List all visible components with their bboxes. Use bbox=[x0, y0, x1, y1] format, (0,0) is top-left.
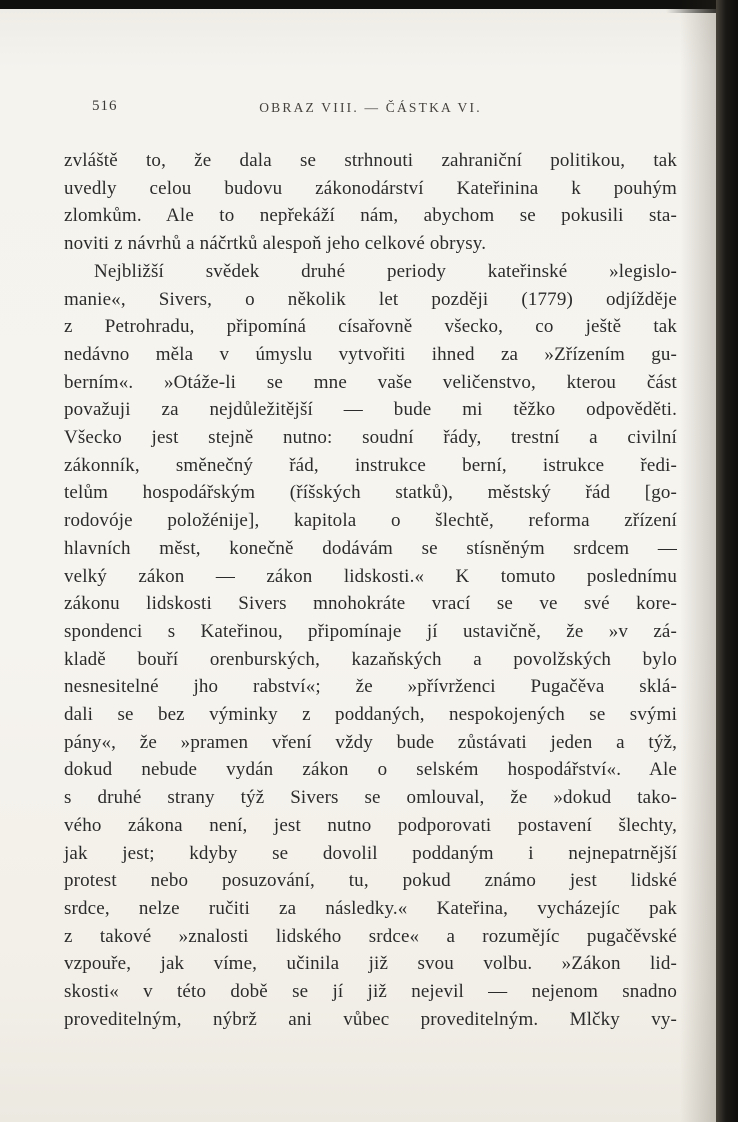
running-header bbox=[64, 98, 677, 120]
text-line: dokud nebude vydán zákon o selském hospodářství«. Ale bbox=[64, 759, 677, 781]
text-line: protest nebo posuzování, tu, pokud známo jest lidské bbox=[64, 870, 677, 892]
text-line: zlomkům. Ale to nepřekáží nám, abychom se pokusili sta- bbox=[64, 205, 677, 227]
text-line: z takové »znalosti lidského srdce« a rozumějíc pugačěvské bbox=[64, 925, 677, 947]
text-line: kladě bouří orenburských, kazaňských a povolžských bylo bbox=[64, 648, 677, 670]
running-header-title: OBRAZ VIII. — ČÁSTKA VI. bbox=[259, 100, 482, 115]
text-line: vého zákona není, jest nutno podporovati postavení šlechty, bbox=[64, 814, 677, 836]
text-line: zákonu lidskosti Sivers mnohokráte vrací se ve své kore- bbox=[64, 593, 677, 615]
text-line: uvedly celou budovu zákonodárství Kateřinina k pouhým bbox=[64, 177, 677, 199]
text-line: Všecko jest stejně nutno: soudní řády, trestní a civilní bbox=[64, 427, 677, 449]
text-line: Nejbližší svědek druhé periody kateřinské »legislo- bbox=[94, 260, 677, 282]
text-line: zvláště to, že dala se strhnouti zahraniční politikou, tak bbox=[64, 150, 677, 171]
text-line: velký zákon — zákon lidskosti.« K tomuto poslednímu bbox=[64, 565, 677, 587]
text-line: telům hospodářským (říšských statků), městský řád [go- bbox=[64, 482, 677, 504]
text-line: srdce, nelze ručiti za následky.« Kateřina, vycházejíc pak bbox=[64, 897, 677, 919]
text-line: z Petrohradu, připomíná císařovně všecko, co ještě tak bbox=[64, 316, 677, 338]
text-line: manie«, Sivers, o několik let později (1779) odjížděje bbox=[64, 288, 677, 310]
text-line: dali se bez výminky z poddaných, nespokojených se svými bbox=[64, 704, 677, 726]
text-line: zákonník, směnečný řád, instrukce berní, istrukce ředi- bbox=[64, 454, 677, 476]
text-line: hlavních měst, konečně dodávám se stísněným srdcem — bbox=[64, 537, 677, 559]
text-line: skosti« v této době se jí již nejevil — nejenom snadno bbox=[64, 981, 677, 1003]
text-line: pány«, že »pramen vření vždy bude zůstávati jeden a týž, bbox=[64, 731, 677, 753]
text-line: s druhé strany týž Sivers se omlouval, že »dokud tako- bbox=[64, 787, 677, 809]
scan-top-edge bbox=[0, 0, 738, 9]
text-line: vzpouře, jak víme, učinila již svou volbu. »Zákon lid- bbox=[64, 953, 677, 975]
text-line: považuji za nejdůležitější — bude mi těžko odpověděti. bbox=[64, 399, 677, 421]
scan-right-edge bbox=[716, 0, 738, 1122]
text-line: spondenci s Kateřinou, připomínaje jí ustavičně, že »v zá- bbox=[64, 620, 677, 642]
text-line: noviti z návrhů a náčrtků alespoň jeho celkové obrysy. bbox=[64, 233, 487, 255]
text-line: berním«. »Otáže-li se mne vaše veličenstvo, kterou část bbox=[64, 371, 677, 393]
text-line: jak jest; kdyby se dovolil poddaným i nejnepatrnější bbox=[64, 842, 677, 864]
text-line: proveditelným, nýbrž ani vůbec proveditelným. Mlčky vy- bbox=[64, 1008, 677, 1030]
page-number: 516 bbox=[92, 98, 118, 114]
page-gutter-shadow bbox=[680, 0, 716, 1122]
text-line: nesnesitelné jho rabství«; že »přívrženci Pugačěva sklá- bbox=[64, 676, 677, 698]
text-line: rodovóje položénije], kapitola o šlechtě, reforma zřízení bbox=[64, 510, 677, 532]
body-text-block bbox=[64, 147, 677, 1034]
text-line: nedávno měla v úmyslu vytvořiti ihned za »Zřízením gu- bbox=[64, 343, 677, 365]
